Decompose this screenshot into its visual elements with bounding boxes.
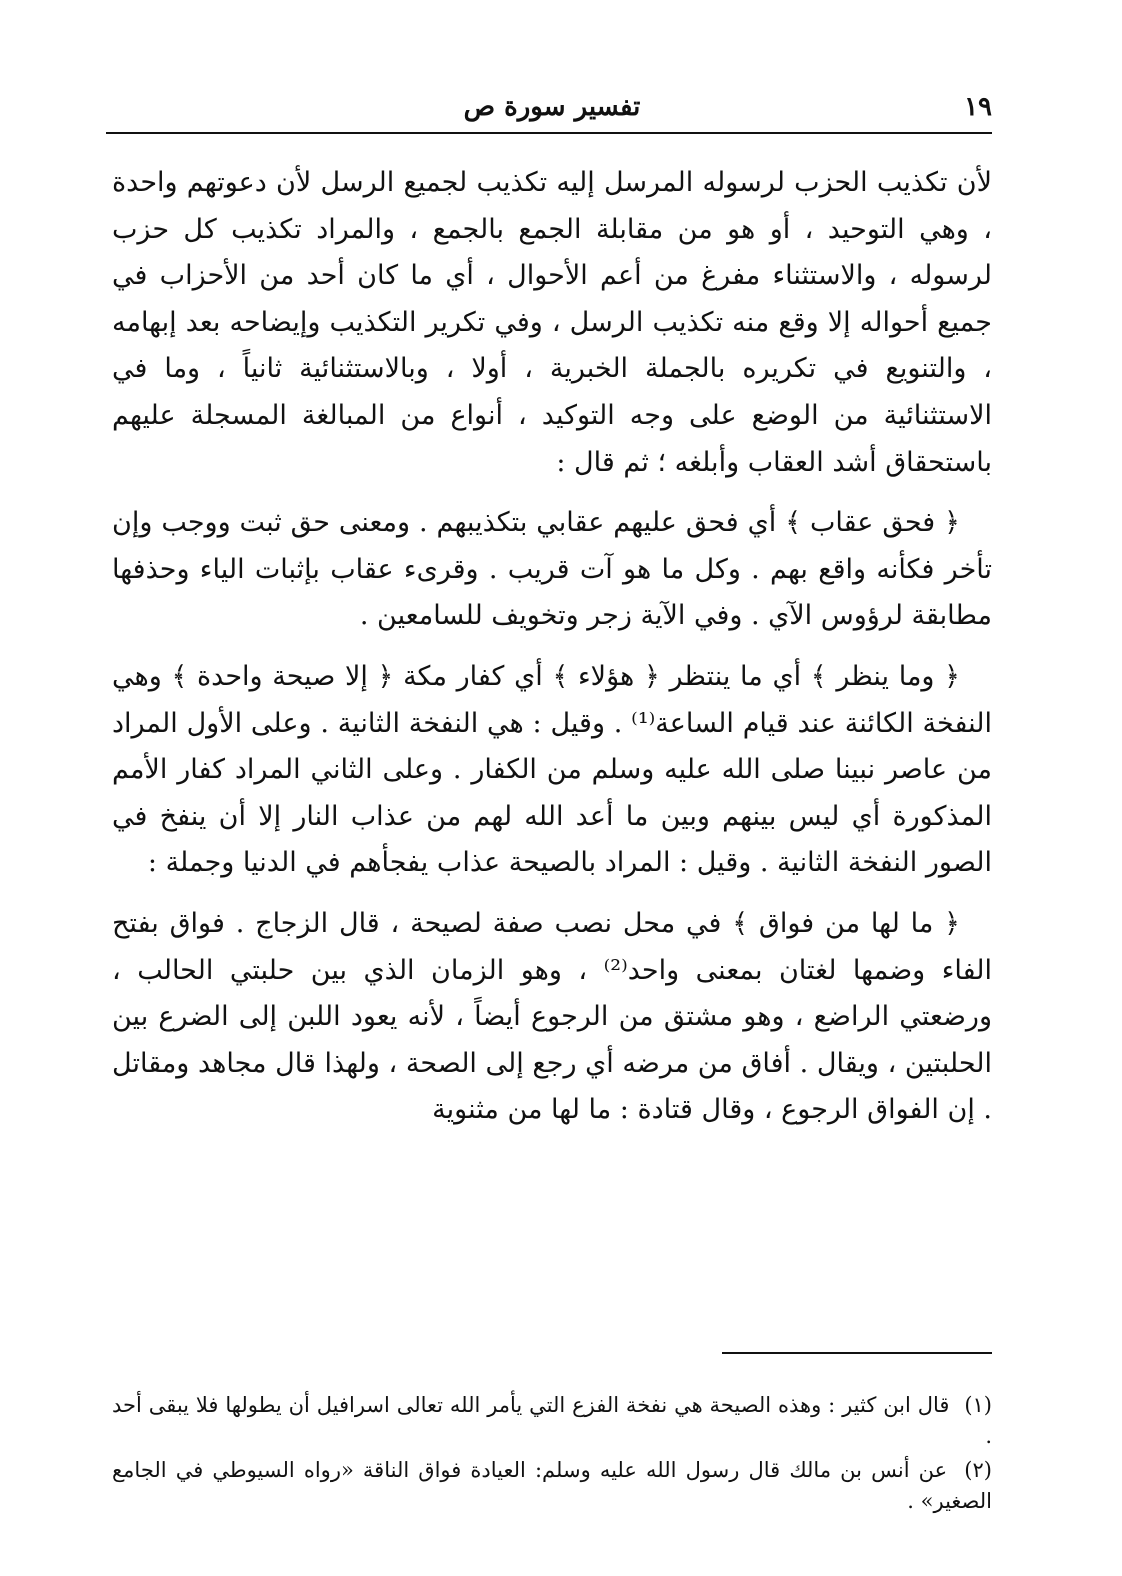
footnote-text: قال ابن كثير : وهذه الصيحة هي نفخة الفزع التي يأمر الله تعالى اسرافيل أن يطولها فلا يبقى أحد . [112, 1393, 992, 1448]
footnotes [112, 1390, 992, 1520]
paragraph-4: ﴿ ما لها من فواق ﴾ في محل نصب صفة لصيحة ، قال الزجاج . فواق بفتح الفاء وضمها لغتان بمعنى واحد⁽²⁾ ، وهو الزمان الذي بين حلبتي الحالب ، ورضعتي الراضع ، وهو مشتق من الرجوع أيضاً ، لأنه يعود اللبن إلى الضرع بين الحلبتين ، ويقال . أفاق من مرضه أي رجع إلى الصحة ، ولهذا قال مجاهد ومقاتل . إن الفواق الرجوع ، وقال قتادة : ما لها من مثنوية [112, 907, 992, 1126]
running-title: تفسير سورة ص [463, 92, 641, 122]
page-header [112, 92, 992, 132]
paragraph-1: لأن تكذيب الحزب لرسوله المرسل إليه تكذيب لجميع الرسل لأن دعوتهم واحدة ، وهي التوحيد ، أو هو من مقابلة الجمع بالجمع ، والمراد تكذيب كل حزب لرسوله ، والاستثناء مفرغ من أعم الأحوال ، أي ما كان أحد من الأحزاب في جميع أحواله إلا وقع منه تكذيب الرسل ، وفي تكرير التكذيب وإيضاحه بعد إبهامه ، والتنويع في تكريره بالجملة الخبرية ، أولا ، وبالاستثنائية ثانياً ، وما في الاستثنائية من الوضع على وجه التوكيد ، أنواع من المبالغة المسجلة عليهم باستحقاق أشد العقاب وأبلغه ؛ ثم قال : [112, 167, 992, 478]
footnote-number: (٢) [964, 1458, 992, 1482]
footnote-1 [112, 1390, 992, 1452]
footnote-number: (١) [964, 1393, 992, 1417]
paragraph-3: ﴿ وما ينظر ﴾ أي ما ينتظر ﴿ هؤلاء ﴾ أي كفار مكة ﴿ إلا صيحة واحدة ﴾ وهي النفخة الكائنة عند قيام الساعة⁽¹⁾ . وقيل : هي النفخة الثانية . وعلى الأول المراد من عاصر نبينا صلى الله عليه وسلم من الكفار . وعلى الثاني المراد كفار الأمم المذكورة أي ليس بينهم وبين ما أعد الله لهم من عذاب النار إلا أن ينفخ في الصور النفخة الثانية . وقيل : المراد بالصيحة عذاب يفجأهم في الدنيا وجملة : [112, 660, 992, 879]
footnote-2 [112, 1455, 992, 1517]
page-number: ١٩ [964, 92, 992, 122]
paragraph-2: ﴿ فحق عقاب ﴾ أي فحق عليهم عقابي بتكذيبهم . ومعنى حق ثبت ووجب وإن تأخر فكأنه واقع بهم . وكل ما هو آت قريب . وقرىء عقاب بإثبات الياء وحذفها مطابقة لرؤوس الآي . وفي الآية زجر وتخويف للسامعين . [112, 507, 992, 632]
header-rule [106, 132, 992, 134]
footnote-rule [722, 1352, 992, 1354]
main-text [112, 160, 992, 1148]
footnote-text: عن أنس بن مالك قال رسول الله عليه وسلم: العيادة فواق الناقة «رواه السيوطي في الجامع الصغير» . [112, 1458, 992, 1513]
